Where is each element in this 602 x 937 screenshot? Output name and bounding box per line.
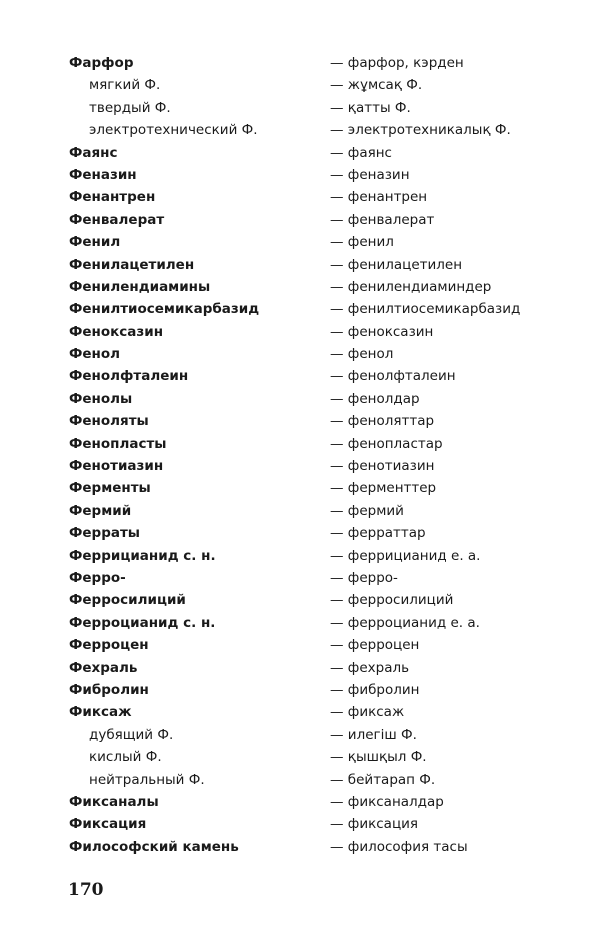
translation: — фенилендиаминдер — [330, 278, 492, 295]
headword: Фиксаналы — [69, 793, 159, 810]
translation: — фиксаналдар — [330, 793, 444, 810]
headword: Фенилендиамины — [69, 278, 211, 295]
translation: — феноляттар — [330, 413, 435, 430]
page-number: 170 — [68, 880, 104, 900]
headword: Философский камень — [69, 838, 239, 855]
translation: — фиксаж — [330, 704, 405, 721]
translation: — фенолдар — [330, 390, 420, 407]
translation: — ферменттер — [330, 480, 437, 497]
headword: Фенопласты — [69, 435, 167, 452]
headword: Фибролин — [69, 681, 149, 698]
entry-row — [0, 142, 602, 164]
entry-row — [0, 433, 602, 455]
translation: — фенолфталеин — [330, 368, 456, 385]
headword: Феррицианид с. н. — [69, 547, 216, 564]
headword: Ферроцианид с. н. — [69, 614, 216, 631]
sub-term: кислый Ф. — [89, 749, 162, 766]
headword: Фенвалерат — [69, 211, 165, 228]
headword: Фехраль — [69, 659, 138, 676]
entry-row — [0, 612, 602, 634]
translation: — ферроцианид е. а. — [330, 614, 480, 631]
entry-row — [0, 231, 602, 253]
headword: Фенантрен — [69, 189, 156, 206]
headword: Фенол — [69, 346, 121, 363]
translation: — фибролин — [330, 681, 420, 698]
translation: — ферросилиций — [330, 592, 454, 609]
entry-row — [0, 477, 602, 499]
entry-row — [0, 52, 602, 74]
headword: Ферраты — [69, 525, 141, 542]
entry-row — [0, 589, 602, 611]
entry-row — [0, 209, 602, 231]
entry-row — [0, 186, 602, 208]
translation: — фенантрен — [330, 189, 428, 206]
translation: — фарфор, кэрден — [330, 55, 464, 71]
translation: — фенилацетилен — [330, 256, 463, 273]
translation: — фехраль — [330, 659, 410, 676]
headword: Фенолфталеин — [69, 368, 189, 385]
translation: — фенил — [330, 234, 394, 251]
sub-term: твердый Ф. — [89, 99, 171, 116]
entry-row — [0, 321, 602, 343]
translation: — фенол — [330, 346, 394, 363]
sub-entry-row — [0, 119, 602, 141]
translation: — қышқыл Ф. — [330, 749, 427, 766]
entry-row — [0, 791, 602, 813]
headword: Фарфор — [69, 55, 134, 71]
entry-row — [0, 679, 602, 701]
translation: — феррицианид е. а. — [330, 547, 481, 564]
headword: Фиксация — [69, 816, 147, 833]
translation: — ферроцен — [330, 637, 420, 654]
headword: Фермий — [69, 502, 132, 519]
dictionary-entries — [0, 52, 602, 858]
entry-row — [0, 410, 602, 432]
headword: Фенолы — [69, 390, 133, 407]
sub-entry-row — [0, 97, 602, 119]
translation: — фермий — [330, 502, 404, 519]
entry-row — [0, 701, 602, 723]
translation: — философия тасы — [330, 838, 468, 855]
sub-entry-row — [0, 724, 602, 746]
sub-term: электротехнический Ф. — [89, 122, 258, 139]
entry-row — [0, 500, 602, 522]
headword: Фенотиазин — [69, 458, 164, 475]
entry-row — [0, 522, 602, 544]
entry-row — [0, 164, 602, 186]
translation: — фенопластар — [330, 435, 443, 452]
headword: Феназин — [69, 166, 137, 183]
translation: — фенилтиосемикарбазид — [330, 301, 521, 318]
translation: — фиксация — [330, 816, 419, 833]
headword: Фенилацетилен — [69, 256, 195, 273]
entry-row — [0, 455, 602, 477]
sub-entry-row — [0, 74, 602, 96]
sub-term: мягкий Ф. — [89, 77, 161, 94]
headword: Фиксаж — [69, 704, 132, 721]
translation: — фенвалерат — [330, 211, 435, 228]
headword: Феноксазин — [69, 323, 164, 340]
sub-entry-row — [0, 746, 602, 768]
headword: Ферменты — [69, 480, 151, 497]
entry-row — [0, 298, 602, 320]
entry-row — [0, 388, 602, 410]
entry-row — [0, 657, 602, 679]
translation: — фенотиазин — [330, 458, 435, 475]
translation: — қатты Ф. — [330, 99, 411, 116]
entry-row — [0, 276, 602, 298]
headword: Фенилтиосемикарбазид — [69, 301, 260, 318]
translation: — илегіш Ф. — [330, 726, 417, 743]
sub-term: нейтральный Ф. — [89, 771, 205, 788]
entry-row — [0, 813, 602, 835]
headword: Феноляты — [69, 413, 149, 430]
entry-row — [0, 343, 602, 365]
translation: — феназин — [330, 166, 410, 183]
entry-row — [0, 365, 602, 387]
translation: — фаянс — [330, 144, 392, 161]
translation: — ферраттар — [330, 525, 426, 542]
headword: Ферроцен — [69, 637, 149, 654]
headword: Ферросилиций — [69, 592, 186, 609]
headword: Фаянс — [69, 144, 118, 161]
headword: Фенил — [69, 234, 121, 251]
sub-entry-row — [0, 769, 602, 791]
translation: — ферро- — [330, 569, 398, 586]
entry-row — [0, 634, 602, 656]
translation: — жұмсақ Ф. — [330, 77, 423, 94]
translation: — электротехникалық Ф. — [330, 122, 511, 139]
entry-row — [0, 567, 602, 589]
entry-row — [0, 836, 602, 858]
headword: Ферро- — [69, 569, 126, 586]
translation: — феноксазин — [330, 323, 434, 340]
entry-row — [0, 545, 602, 567]
translation: — бейтарап Ф. — [330, 771, 436, 788]
sub-term: дубящий Ф. — [89, 726, 174, 743]
entry-row — [0, 254, 602, 276]
